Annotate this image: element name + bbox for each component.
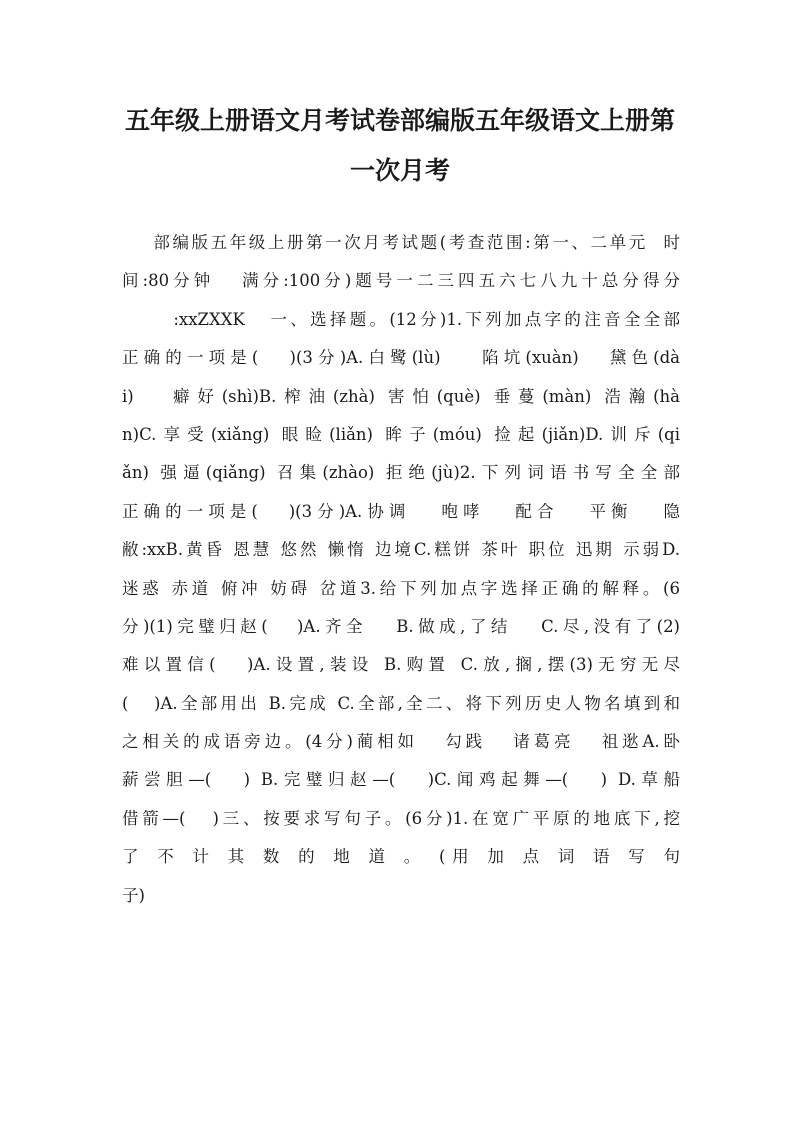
document-body: [122, 224, 680, 915]
body-line: 之相关的成语旁边。(4分)蔺相如 勾践 诸葛亮 祖逖A.卧: [122, 732, 680, 752]
body-line: ǎn) 强逼(qiǎng) 召集(zhào) 拒绝(jù)2.下列词语书写全全部: [122, 463, 680, 483]
body-line: 部编版五年级上册第一次月考试题(考查范围:第一、二单元 时: [122, 233, 680, 252]
body-line: 分)(1)完璧归赵( )A.齐全 B.做成,了结 C.尽,没有了(2): [122, 616, 680, 636]
body-line: 难以置信( )A.设置,装设 B.购置 C.放,搁,摆(3)无穷无尽: [122, 655, 680, 675]
body-line: 了 不 计 其 数 的 地 道 。 (用 加 点 词 语 写 句: [122, 847, 680, 867]
body-line: 间:80分钟 满分:100分)题号一二三四五六七八九十总分得分: [122, 271, 680, 291]
body-line: 敝:xxB.黄昏 恩慧 悠然 懒惰 边境C.糕饼 茶叶 职位 迅期 示弱D.: [122, 540, 680, 560]
body-line: 正确的一项是( )(3分)A.协调 咆哮 配合 平衡 隐: [122, 501, 680, 521]
body-line: 薪尝胆—( ) B.完璧归赵—( )C.闻鸡起舞—( ) D.草船: [122, 770, 680, 790]
title-line-1: 五年级上册语文月考试卷部编版五年级语文上册第: [124, 106, 675, 135]
body-line: n)C.享受(xiǎng) 眼睑(liǎn) 眸子(móu) 捡起(jiǎn)D.训斥(qi: [122, 424, 680, 444]
body-line: :xxZXXK 一、选择题。(12分)1.下列加点字的注音全全部: [122, 309, 680, 329]
body-line: 子): [122, 885, 145, 905]
title-line-2: 一次月考: [349, 156, 450, 185]
body-line: ( )A.全部用出 B.完成 C.全部,全二、将下列历史人物名填到和: [122, 693, 680, 713]
body-line: 正确的一项是( )(3分)A.白鹭(lù) 陷坑(xuàn) 黛色(dà: [122, 348, 680, 368]
document-title: [110, 96, 690, 196]
body-line: 迷惑 赤道 俯冲 妨碍 岔道3.给下列加点字选择正确的解释。(6: [122, 578, 680, 598]
body-line: i) 癖好(shì)B.榨油(zhà) 害怕(què) 垂蔓(màn) 浩瀚(hà: [122, 386, 680, 406]
body-line: 借箭—( )三、按要求写句子。(6分)1.在宽广平原的地底下,挖: [122, 808, 680, 828]
